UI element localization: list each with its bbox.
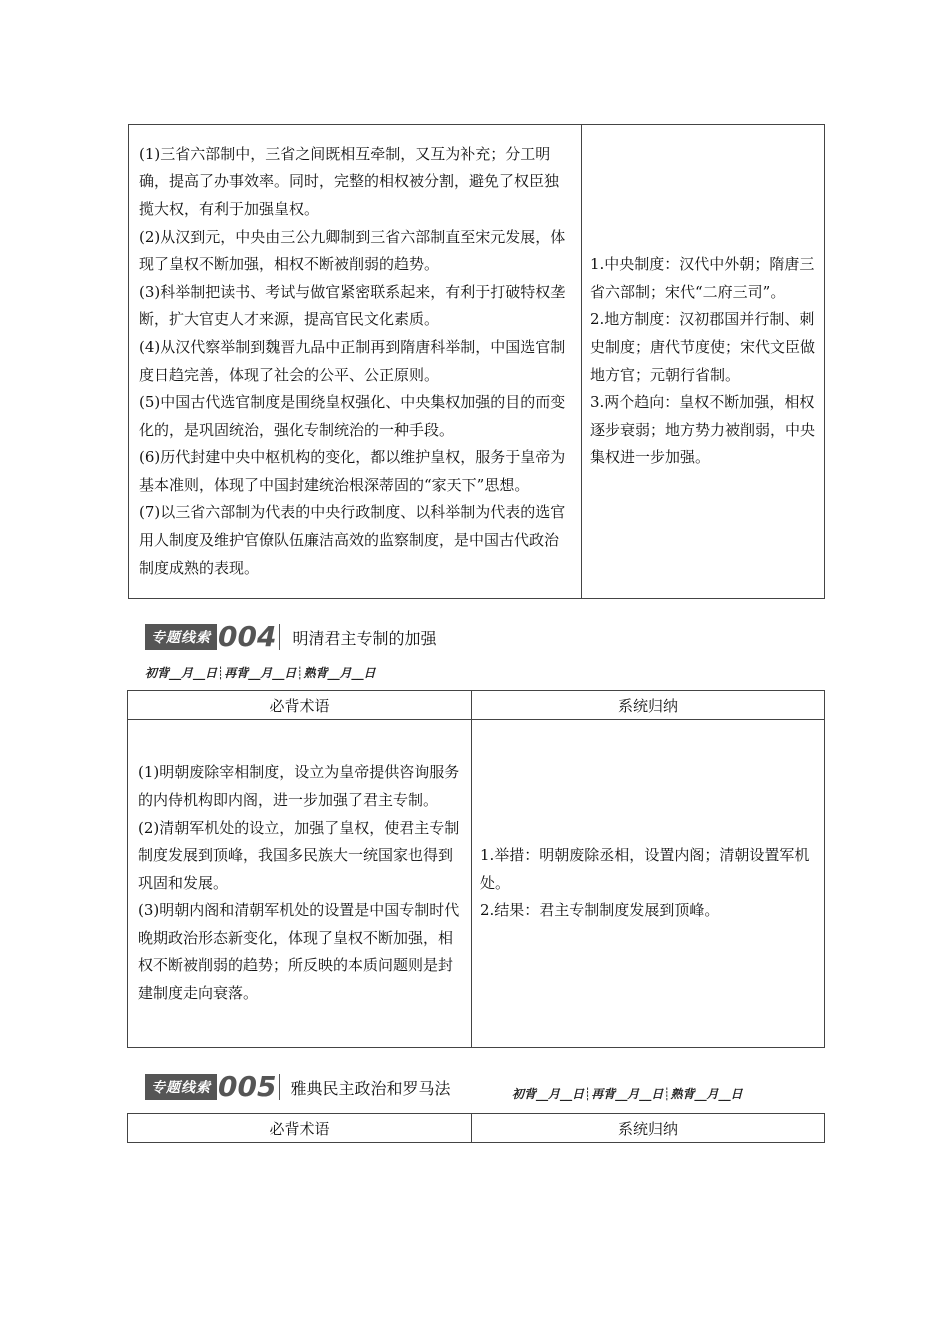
divider <box>279 624 280 650</box>
list-item: (3)科举制把读书、考试与做官紧密联系起来，有利于打破特权垄断，扩大官吏人才来源，提高官民文化素质。 <box>139 282 566 329</box>
topic-number: 004 <box>218 620 277 653</box>
list-item: 1.中央制度：汉代中外朝；隋唐三省六部制；宋代“二府三司”。 <box>590 255 815 301</box>
section4-table <box>127 690 825 1048</box>
topic-tag: 专题线索 <box>145 1074 217 1100</box>
section4-left-cell <box>128 720 472 1048</box>
section4-terms <box>138 759 463 1007</box>
section3-table <box>128 124 825 599</box>
list-item: 1.举措：明朝废除丞相，设置内阁；清朝设置军机处。 <box>480 846 810 892</box>
column-header-summary: 系统归纳 <box>472 691 825 720</box>
section4-summary <box>480 842 816 925</box>
section4-right-cell <box>472 720 825 1048</box>
list-item: (3)明朝内阁和清朝军机处的设置是中国专制时代晚期政治形态新变化，体现了皇权不断加强，相权不断被削弱的趋势；所反映的本质问题则是封建制度走向衰落。 <box>138 901 460 1003</box>
list-item: 2.地方制度：汉初郡国并行制、刺史制度；唐代节度使；宋代文臣做地方官；元朝行省制。 <box>590 310 816 384</box>
list-item: (1)明朝废除宰相制度，设立为皇帝提供咨询服务的内侍机构即内阁，进一步加强了君主专制。 <box>138 763 460 809</box>
section3-left-cell <box>129 125 582 599</box>
list-item: (2)清朝军机处的设立，加强了皇权，使君主专制制度发展到顶峰，我国多民族大一统国家也得到巩固和发展。 <box>138 818 460 892</box>
topic-number: 005 <box>218 1070 277 1103</box>
list-item: 3.两个趋向：皇权不断加强，相权逐步衰弱；地方势力被削弱，中央集权进一步加强。 <box>590 393 816 467</box>
column-header-terms: 必背术语 <box>128 691 472 720</box>
section5-banner <box>145 1070 451 1103</box>
section4-schedule: 初背__月__日┊再背__月__日┊熟背__月__日 <box>145 666 376 680</box>
list-item: (7)以三省六部制为代表的中央行政制度、以科举制为代表的选官用人制度及维护官僚队伍廉洁高效的监察制度，是中国古代政治制度成熟的表现。 <box>139 503 566 577</box>
section5-table <box>127 1113 825 1143</box>
column-header-summary: 系统归纳 <box>472 1114 825 1143</box>
list-item: (6)历代封建中央中枢机构的变化，都以维护皇权，服务于皇帝为基本准则，体现了中国封建统治根深蒂固的“家天下”思想。 <box>139 448 566 494</box>
section4-banner <box>145 620 437 653</box>
list-item: (4)从汉代察举制到魏晋九品中正制再到隋唐科举制，中国选官制度日趋完善，体现了社会的公平、公正原则。 <box>139 337 566 384</box>
section3-right-cell <box>582 125 825 599</box>
section5-title: 雅典民主政治和罗马法 <box>290 1079 451 1098</box>
topic-tag: 专题线索 <box>145 624 217 650</box>
list-item: (5)中国古代选官制度是围绕皇权强化、中央集权加强的目的而变化的，是巩固统治，强化专制统治的一种手段。 <box>139 393 566 439</box>
section3-summary <box>590 251 816 472</box>
list-item: 2.结果：君主专制制度发展到顶峰。 <box>480 901 720 920</box>
column-header-terms: 必背术语 <box>128 1114 472 1143</box>
list-item: (1)三省六部制中，三省之间既相互牵制，又互为补充；分工明确，提高了办事效率。同时，完整的相权被分割，避免了权臣独揽大权，有利于加强皇权。 <box>139 144 560 218</box>
section4-title: 明清君主专制的加强 <box>292 629 437 648</box>
section5-schedule: 初背__月__日┊再背__月__日┊熟背__月__日 <box>512 1087 743 1101</box>
section3-terms <box>139 141 573 583</box>
divider <box>279 1074 280 1100</box>
list-item: (2)从汉到元，中央由三公九卿制到三省六部制直至宋元发展，体现了皇权不断加强，相权不断被削弱的趋势。 <box>139 227 566 274</box>
